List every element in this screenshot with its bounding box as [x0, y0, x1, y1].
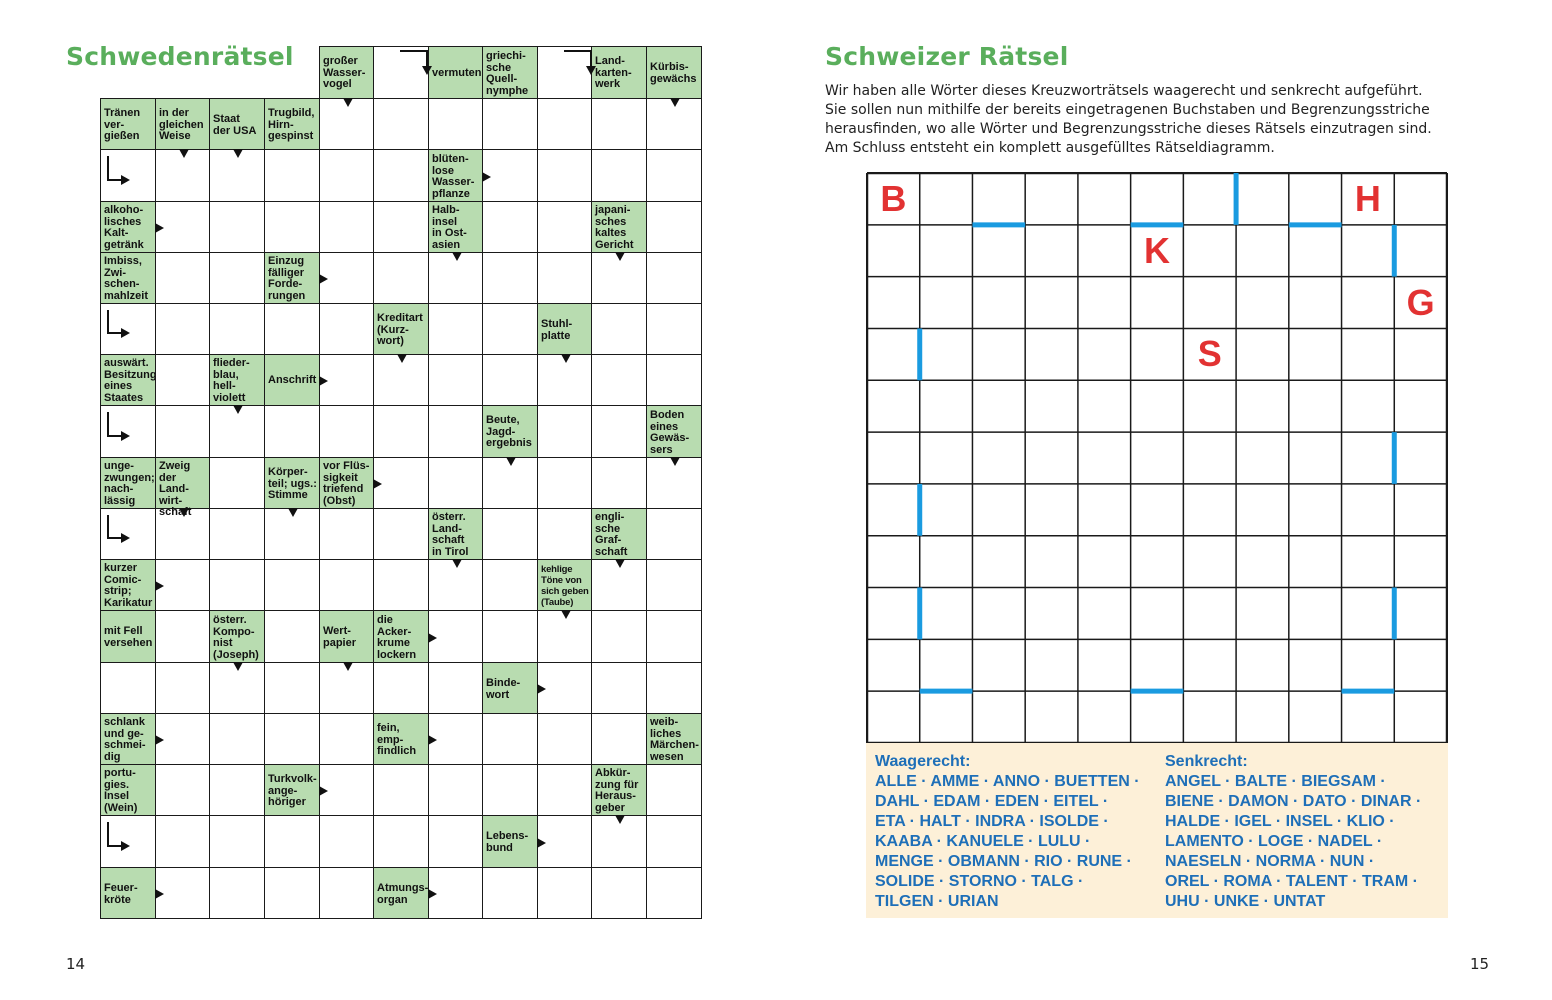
- down-heading: Senkrecht:: [1165, 753, 1248, 770]
- clue-text: Halb- insel in Ost- asien: [432, 204, 467, 251]
- given-letter: S: [1197, 333, 1222, 375]
- answer-cell: [646, 149, 702, 202]
- answer-cell: [591, 610, 647, 663]
- answer-cell: [264, 610, 320, 663]
- clue-text: Land- karten- werk: [595, 55, 632, 90]
- clue-cell: [319, 46, 374, 99]
- clue-text: Imbiss, Zwi- schen- mahlzeit: [104, 255, 149, 302]
- answer-cell: [209, 303, 265, 355]
- arrow-down-icon: [343, 662, 353, 671]
- clue-cell: [482, 46, 538, 99]
- answer-cell: [591, 149, 647, 202]
- clue-text: Einzug fälliger Forde- rungen: [268, 255, 306, 302]
- clue-text: griechi- sche Quell- nymphe: [486, 50, 529, 97]
- arrow-right-icon: [373, 479, 382, 489]
- across-line: DAHL · EDAM · EDEN · EITEL ·: [875, 793, 1109, 810]
- answer-cell: [646, 303, 702, 355]
- clue-text: Turkvolk- ange- höriger: [268, 773, 317, 808]
- answer-cell: [319, 508, 374, 560]
- clue-text: österr. Kompo- nist (Joseph): [213, 614, 259, 661]
- answer-cell: [264, 559, 320, 611]
- clue-cell: [209, 610, 265, 663]
- answer-cell: [482, 201, 538, 253]
- clue-text: vermuten: [432, 67, 482, 79]
- answer-cell: [591, 98, 647, 150]
- answer-cell: [428, 405, 483, 458]
- answer-cell: [155, 662, 210, 714]
- answer-cell: [537, 149, 592, 202]
- clue-cell: [537, 303, 592, 355]
- answer-cell: [646, 867, 702, 919]
- clue-text: japani- sches kaltes Gericht: [595, 204, 634, 251]
- instruction-line: Am Schluss entsteht ein komplett ausgefülltes Rätseldiagramm.: [825, 140, 1275, 156]
- answer-cell: [264, 867, 320, 919]
- answer-cell: [373, 764, 429, 816]
- clue-cell: [209, 98, 265, 150]
- clue-cell: [646, 46, 702, 99]
- answer-cell: [209, 508, 265, 560]
- clue-cell: [428, 508, 483, 560]
- answer-cell: [646, 508, 702, 560]
- answer-cell: [100, 662, 156, 714]
- answer-cell: [100, 149, 156, 202]
- clue-text: engli- sche Graf- schaft: [595, 511, 628, 558]
- arrow-right-icon: [319, 786, 328, 796]
- down-line: OREL · ROMA · TALENT · TRAM ·: [1165, 873, 1418, 890]
- answer-cell: [209, 252, 265, 304]
- clue-cell: [319, 610, 374, 663]
- clue-text: in der gleichen Weise: [159, 107, 204, 142]
- answer-cell: [209, 867, 265, 919]
- clue-text: unge- zwungen; nach- lässig: [104, 460, 155, 507]
- answer-cell: [209, 457, 265, 509]
- answer-cell: [537, 201, 592, 253]
- answer-cell: [373, 815, 429, 868]
- clue-text: Kreditart (Kurz- wort): [377, 312, 423, 347]
- clue-cell: [264, 764, 320, 816]
- answer-cell: [373, 508, 429, 560]
- answer-cell: [482, 354, 538, 406]
- answer-cell: [373, 662, 429, 714]
- answer-cell: [482, 713, 538, 765]
- answer-cell: [646, 815, 702, 868]
- answer-cell: [482, 252, 538, 304]
- answer-cell: [428, 662, 483, 714]
- answer-cell: [537, 713, 592, 765]
- clue-cell: [209, 354, 265, 406]
- clue-cell: [428, 149, 483, 202]
- answer-cell: [428, 457, 483, 509]
- arrow-down-icon: [233, 405, 243, 414]
- instruction-line: Wir haben alle Wörter dieses Kreuzworträtsels waagerecht und senkrecht aufgeführt.: [825, 83, 1423, 99]
- answer-cell: [428, 354, 483, 406]
- answer-cell: [100, 303, 156, 355]
- answer-cell: [155, 764, 210, 816]
- answer-cell: [482, 867, 538, 919]
- arrow-right-icon: [319, 376, 328, 386]
- clue-text: Kürbis- gewächs: [650, 61, 697, 85]
- answer-cell: [373, 98, 429, 150]
- clue-cell: [646, 405, 702, 458]
- clue-cell: [100, 713, 156, 765]
- arrow-down-icon: [452, 252, 462, 261]
- clue-text: Staat der USA: [213, 113, 257, 137]
- clue-cell: [591, 508, 647, 560]
- clue-cell: [482, 405, 538, 458]
- clue-cell: [428, 201, 483, 253]
- arrow-down-icon: [561, 610, 571, 619]
- answer-cell: [591, 662, 647, 714]
- down-line: UHU · UNKE · UNTAT: [1165, 893, 1326, 910]
- clue-text: flieder- blau, hell- violett: [213, 357, 250, 404]
- clue-text: blüten- lose Wasser- pflanze: [432, 153, 475, 200]
- across-line: MENGE · OBMANN · RIO · RUNE ·: [875, 853, 1132, 870]
- clue-cell: [100, 867, 156, 919]
- swiss-puzzle-grid: [866, 172, 1446, 742]
- answer-cell: [428, 764, 483, 816]
- answer-cell: [373, 201, 429, 253]
- clue-cell: [155, 457, 210, 518]
- clue-cell: [373, 713, 429, 765]
- answer-cell: [100, 508, 156, 560]
- arrow-down-icon: [343, 98, 353, 107]
- answer-cell: [591, 867, 647, 919]
- given-letter: B: [880, 178, 907, 219]
- down-word-list: [1165, 752, 1421, 912]
- clue-text: Tränen ver- gießen: [104, 107, 141, 142]
- answer-cell: [428, 303, 483, 355]
- answer-cell: [537, 764, 592, 816]
- answer-cell: [155, 354, 210, 406]
- clue-cell: [373, 303, 429, 355]
- answer-cell: [155, 303, 210, 355]
- answer-cell: [646, 662, 702, 714]
- clue-cell: [591, 764, 647, 816]
- clue-text: die Acker- krume lockern: [377, 614, 417, 661]
- arrow-down-icon: [561, 354, 571, 363]
- arrow-down-icon: [615, 815, 625, 824]
- answer-cell: [373, 149, 429, 202]
- clue-text: auswärt. Besitzung eines Staates: [104, 357, 157, 404]
- arrow-down-icon: [452, 559, 462, 568]
- answer-cell: [591, 303, 647, 355]
- clue-text: Wert- papier: [323, 625, 357, 649]
- answer-cell: [155, 610, 210, 663]
- instruction-line: Sie sollen nun mithilfe der bereits eingetragenen Buchstaben und Begrenzungsstriche: [825, 102, 1430, 118]
- answer-cell: [537, 252, 592, 304]
- given-letter: K: [1143, 229, 1170, 271]
- answer-cell: [482, 303, 538, 355]
- clue-text: vor Flüs- sigkeit triefend (Obst): [323, 460, 370, 507]
- answer-cell: [591, 405, 647, 458]
- down-line: HALDE · IGEL · INSEL · KLIO ·: [1165, 813, 1395, 830]
- answer-cell: [319, 815, 374, 868]
- given-letter: H: [1354, 178, 1381, 219]
- answer-cell: [646, 559, 702, 611]
- answer-cell: [264, 303, 320, 355]
- answer-cell: [482, 764, 538, 816]
- answer-cell: [646, 354, 702, 406]
- answer-cell: [537, 867, 592, 919]
- clue-cell: [100, 252, 156, 304]
- clue-text: schlank und ge- schmei- dig: [104, 716, 146, 763]
- down-line: ANGEL · BALTE · BIEGSAM ·: [1165, 773, 1386, 790]
- arrow-right-icon: [428, 735, 437, 745]
- clue-text: Stuhl- platte: [541, 318, 573, 342]
- arrow-down-icon: [670, 457, 680, 466]
- answer-cell: [482, 610, 538, 663]
- clue-text: Trugbild, Hirn- gespinst: [268, 107, 315, 142]
- across-word-list: [875, 752, 1140, 912]
- clue-cell: [373, 867, 429, 919]
- clue-cell: [373, 610, 429, 663]
- arrow-down-icon: [179, 149, 189, 158]
- clue-text: Boden eines Gewäs- sers: [650, 409, 690, 456]
- answer-cell: [319, 201, 374, 253]
- clue-cell: [264, 354, 320, 406]
- arrow-down-icon: [233, 662, 243, 671]
- page-number-left: 14: [66, 955, 86, 973]
- clue-cell: [100, 457, 156, 509]
- across-line: TILGEN · URIAN: [875, 893, 999, 910]
- answer-cell: [482, 98, 538, 150]
- clue-cell: [100, 354, 156, 406]
- word-list-panel: [866, 743, 1448, 918]
- clue-text: kehlige Töne von sich geben (Taube): [541, 564, 589, 608]
- arrow-right-icon: [537, 838, 546, 848]
- clue-text: Zweig der Land- wirt- schaft: [159, 460, 192, 518]
- answer-cell: [100, 405, 156, 458]
- across-line: ETA · HALT · INDRA · ISOLDE ·: [875, 813, 1109, 830]
- arrow-down-icon: [670, 98, 680, 107]
- arrow-right-icon: [155, 223, 164, 233]
- answer-cell: [264, 815, 320, 868]
- clue-cell: [100, 764, 156, 816]
- answer-cell: [319, 149, 374, 202]
- arrow-right-icon: [319, 274, 328, 284]
- answer-cell: [319, 405, 374, 458]
- across-line: ALLE · AMME · ANNO · BUETTEN ·: [875, 773, 1140, 790]
- clue-text: Binde- wort: [486, 677, 521, 701]
- answer-cell: [155, 815, 210, 868]
- arrow-down-icon: [288, 508, 298, 517]
- answer-cell: [646, 201, 702, 253]
- arrow-down-icon: [179, 508, 189, 517]
- answer-cell: [373, 559, 429, 611]
- clue-cell: [264, 252, 320, 304]
- clue-cell: [155, 98, 210, 150]
- instruction-line: herausfinden, wo alle Wörter und Begrenzungsstriche dieses Rätsels einzutragen sind.: [825, 121, 1432, 137]
- answer-cell: [100, 815, 156, 868]
- swedish-puzzle-grid: [100, 46, 701, 918]
- answer-cell: [482, 559, 538, 611]
- answer-cell: [537, 405, 592, 458]
- clue-cell: [482, 815, 538, 868]
- answer-cell: [537, 508, 592, 560]
- clue-cell: [100, 610, 156, 663]
- clue-text: Feuer- kröte: [104, 882, 138, 906]
- answer-cell: [537, 457, 592, 509]
- arrow-right-icon: [482, 172, 491, 182]
- answer-cell: [373, 252, 429, 304]
- clue-text: mit Fell versehen: [104, 625, 153, 649]
- across-line: SOLIDE · STORNO · TALG ·: [875, 873, 1084, 890]
- clue-text: Anschrift: [268, 374, 317, 386]
- answer-cell: [646, 610, 702, 663]
- arrow-down-icon: [506, 457, 516, 466]
- clue-text: Abkür- zung für Heraus- geber: [595, 767, 639, 814]
- clue-cell: [591, 201, 647, 253]
- clue-cell: [264, 457, 320, 509]
- arrow-right-icon: [155, 889, 164, 899]
- answer-cell: [209, 201, 265, 253]
- answer-cell: [155, 252, 210, 304]
- clue-text: portu- gies. Insel (Wein): [104, 767, 138, 814]
- swiss-puzzle-title: Schweizer Rätsel: [825, 42, 1069, 71]
- clue-text: Atmungs- organ: [377, 882, 429, 906]
- clue-cell: [428, 46, 483, 99]
- clue-cell: [264, 98, 320, 150]
- answer-cell: [209, 815, 265, 868]
- clue-cell: [646, 713, 702, 765]
- answer-cell: [537, 46, 592, 99]
- answer-cell: [428, 98, 483, 150]
- clue-text: Körper- teil; ugs.: Stimme: [268, 466, 317, 501]
- given-letter: G: [1406, 281, 1435, 323]
- answer-cell: [482, 508, 538, 560]
- answer-cell: [319, 303, 374, 355]
- swiss-puzzle-instructions: [825, 82, 1445, 158]
- clue-text: kurzer Comic- strip; Karikatur: [104, 562, 153, 609]
- down-line: LAMENTO · LOGE · NADEL ·: [1165, 833, 1383, 850]
- arrow-right-icon: [155, 581, 164, 591]
- answer-cell: [264, 149, 320, 202]
- answer-cell: [646, 764, 702, 816]
- answer-cell: [319, 559, 374, 611]
- answer-cell: [155, 405, 210, 458]
- answer-cell: [264, 201, 320, 253]
- across-heading: Waagerecht:: [875, 753, 971, 770]
- answer-cell: [209, 559, 265, 611]
- clue-cell: [100, 201, 156, 253]
- answer-cell: [264, 713, 320, 765]
- down-line: BIENE · DAMON · DATO · DINAR ·: [1165, 793, 1422, 810]
- clue-cell: [319, 457, 374, 509]
- across-line: KAABA · KANUELE · LULU ·: [875, 833, 1091, 850]
- answer-cell: [591, 457, 647, 509]
- clue-text: österr. Land- schaft in Tirol: [432, 511, 469, 558]
- clue-text: Beute, Jagd- ergebnis: [486, 414, 532, 449]
- answer-cell: [264, 405, 320, 458]
- clue-text: fein, emp- findlich: [377, 722, 417, 757]
- clue-cell: [100, 559, 156, 611]
- answer-cell: [319, 867, 374, 919]
- down-line: NAESELN · NORMA · NUN ·: [1165, 853, 1375, 870]
- arrow-right-icon: [428, 889, 437, 899]
- clue-cell: [591, 46, 647, 99]
- answer-cell: [373, 46, 429, 99]
- clue-cell: [537, 559, 592, 611]
- clue-cell: [482, 662, 538, 714]
- arrow-right-icon: [155, 735, 164, 745]
- clue-cell: [100, 98, 156, 150]
- arrow-down-icon: [397, 354, 407, 363]
- answer-cell: [537, 98, 592, 150]
- swedish-puzzle-title: Schwedenrätsel: [66, 42, 294, 71]
- arrow-down-icon: [233, 149, 243, 158]
- answer-cell: [591, 713, 647, 765]
- answer-cell: [373, 405, 429, 458]
- clue-text: weib- liches Märchen- wesen: [650, 716, 699, 763]
- answer-cell: [264, 662, 320, 714]
- answer-cell: [209, 713, 265, 765]
- clue-text: alkoho- lisches Kalt- getränk: [104, 204, 144, 251]
- arrow-down-icon: [615, 252, 625, 261]
- clue-text: Lebens- bund: [486, 830, 529, 854]
- answer-cell: [209, 764, 265, 816]
- page-number-right: 15: [1470, 955, 1490, 973]
- answer-cell: [319, 713, 374, 765]
- arrow-down-icon: [615, 559, 625, 568]
- arrow-right-icon: [537, 684, 546, 694]
- answer-cell: [591, 354, 647, 406]
- arrow-right-icon: [428, 633, 437, 643]
- clue-text: großer Wasser- vogel: [323, 55, 366, 90]
- answer-cell: [428, 815, 483, 868]
- answer-cell: [646, 252, 702, 304]
